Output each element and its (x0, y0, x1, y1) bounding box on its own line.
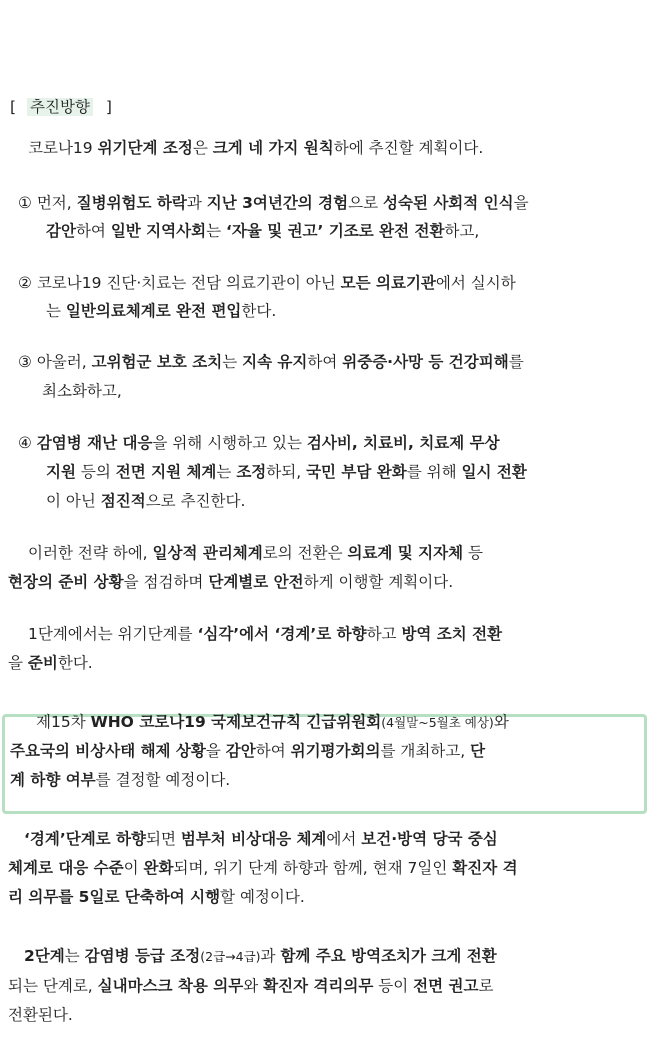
text: 를 (508, 353, 524, 371)
bold-text: 질병위험도 하락 (76, 194, 187, 212)
bold-text: 일시 전환 (461, 463, 527, 481)
text-line (10, 769, 230, 791)
bold-text: ‘자율 및 권고’ 기조로 완전 전환 (225, 222, 445, 240)
text-line (46, 300, 276, 322)
bold-text: 모든 의료기관 (340, 274, 436, 292)
text-line (8, 975, 493, 997)
text: 코로나19 (28, 139, 98, 157)
bold-text: 점진적 (100, 492, 146, 510)
text: 전환된다. (8, 1006, 73, 1024)
bold-text: 실내마스크 착용 의무 (97, 977, 244, 995)
text: 와 (243, 977, 264, 995)
text: 한다. (241, 302, 277, 320)
bold-text: 전면 권고 (413, 977, 479, 995)
text-line (8, 1004, 73, 1026)
text: 이 아닌 (46, 492, 101, 510)
bold-text: 확진자 격 (452, 859, 518, 877)
bold-text: 일반의료체계로 완전 편입 (65, 302, 242, 320)
bold-text: 국민 부담 완화 (306, 463, 407, 481)
text: ① 먼저, (18, 194, 77, 212)
bold-text: 2단계 (24, 947, 65, 965)
text: 에서 (326, 830, 362, 848)
text-line (24, 945, 497, 968)
bold-text: 의료계 및 지자체 (347, 544, 464, 562)
bold-text: 조정 (236, 463, 267, 481)
bold-text: 감염병 재난 대응 (36, 434, 153, 452)
text: 를 결정할 예정이다. (95, 771, 231, 789)
text: 는 (206, 222, 226, 240)
text: 을 (205, 742, 226, 760)
text-line (28, 542, 483, 564)
heading-bracket-close: ] (105, 98, 112, 116)
bold-text: 지원 (46, 463, 76, 481)
text: 할 예정이다. (220, 888, 305, 906)
text: 으로 (348, 194, 383, 212)
bold-text: 완화 (143, 859, 174, 877)
text-line (18, 272, 516, 294)
bold-text: 함께 주요 방역조치가 크게 전환 (280, 947, 497, 965)
text-line (8, 571, 453, 593)
text: 과 (260, 947, 281, 965)
text-line (46, 461, 527, 483)
bold-text: 위기평가회의 (290, 742, 381, 760)
text: 는 (46, 302, 66, 320)
text-line (8, 652, 93, 674)
text-line (28, 137, 483, 159)
text: 하되, (266, 463, 307, 481)
text: 하고, (444, 222, 480, 240)
bold-text: 전면 지원 체계 (115, 463, 217, 481)
bold-text: ‘심각’에서 ‘경계’로 하향 (197, 625, 367, 643)
text-line (10, 740, 485, 762)
bold-text: 방역 조치 전환 (401, 625, 503, 643)
bold-text: 성숙된 사회적 인식 (383, 194, 514, 212)
bold-text: 범부처 비상대응 체계 (180, 830, 327, 848)
text: 하여 (75, 222, 111, 240)
bold-text: 지난 3여년간의 경험 (206, 194, 349, 212)
bold-text: 감안 (46, 222, 76, 240)
bold-text: 일상적 관리체계 (152, 544, 263, 562)
bold-text: ‘경계’단계로 하향 (24, 830, 146, 848)
bold-text: 체계로 대응 수준 (8, 859, 124, 877)
text-line (18, 192, 529, 214)
text: 하게 이행할 계획이다. (303, 573, 454, 591)
text-line (42, 380, 122, 402)
small-text: (4월말~5월초 예상) (381, 715, 494, 730)
bold-text: 위중증·사망 등 건강피해 (342, 353, 509, 371)
bold-text: 위기단계 조정 (97, 139, 193, 157)
text-line (36, 711, 509, 734)
text: ③ 아울러, (18, 353, 92, 371)
bold-text: 단계별로 안전 (208, 573, 304, 591)
text: 을 (8, 654, 28, 672)
text: 로의 전환은 (262, 544, 348, 562)
text: 을 점검하며 (123, 573, 209, 591)
bold-text: 감안 (225, 742, 256, 760)
text: 은 (192, 139, 213, 157)
bold-text: 일반 지역사회 (110, 222, 207, 240)
text: 되면 (145, 830, 181, 848)
text: 로 (478, 977, 494, 995)
text-line (18, 432, 500, 454)
bold-text: WHO 코로나19 국제보건규칙 긴급위원회 (90, 713, 382, 731)
text: 에서 실시하 (435, 274, 516, 292)
text: 등의 (75, 463, 116, 481)
text-line (8, 857, 518, 879)
text: 이 (123, 859, 144, 877)
text: 는 (64, 947, 85, 965)
bold-text: 크게 네 가지 원칙 (212, 139, 334, 157)
bold-text: 검사비, 치료비, 치료제 무상 (306, 434, 500, 452)
text: 와 (493, 713, 509, 731)
text-line (46, 220, 479, 242)
small-text: (2급→4급) (200, 949, 261, 964)
text: 되며, 위기 단계 하향과 함께, 현재 7일인 (173, 859, 453, 877)
text: 으로 추진한다. (145, 492, 246, 510)
text: ④ (18, 434, 37, 452)
bold-text: 보건·방역 당국 중심 (361, 830, 498, 848)
text: 하고 (366, 625, 402, 643)
text: 을 위해 시행하고 있는 (152, 434, 307, 452)
text-line (28, 623, 502, 645)
text: 등 (463, 544, 483, 562)
text: 과 (186, 194, 207, 212)
text: 최소화하고, (42, 382, 122, 400)
heading-label: 추진방향 (27, 98, 93, 116)
bold-text: 단 (470, 742, 486, 760)
text: 되는 단계로, (8, 977, 98, 995)
heading-bracket-open: [ (10, 98, 17, 116)
text: 1단계에서는 위기단계를 (28, 625, 198, 643)
text: ② 코로나19 진단·치료는 전담 의료기관이 아닌 (18, 274, 341, 292)
text: 를 위해 (406, 463, 462, 481)
text: 를 개최하고, (380, 742, 471, 760)
text: 등이 (373, 977, 414, 995)
text: 한다. (57, 654, 93, 672)
text: 하에 추진할 계획이다. (333, 139, 484, 157)
bold-text: 현장의 준비 상황 (8, 573, 124, 591)
bold-text: 계 하향 여부 (10, 771, 96, 789)
bold-text: 감염병 등급 조정 (84, 947, 201, 965)
text: 하여 (307, 353, 343, 371)
text: 을 (513, 194, 529, 212)
text-line (18, 351, 524, 373)
text: 는 (216, 463, 237, 481)
bold-text: 리 의무를 5일로 단축하여 시행 (8, 888, 221, 906)
bold-text: 지속 유지 (242, 353, 308, 371)
text-line (46, 490, 245, 512)
text: 는 (222, 353, 243, 371)
text: 이러한 전략 하에, (28, 544, 153, 562)
text: 제15차 (36, 713, 91, 731)
text-line (24, 828, 498, 850)
bold-text: 주요국의 비상사태 해제 상황 (10, 742, 206, 760)
bold-text: 준비 (27, 654, 58, 672)
bold-text: 고위험군 보호 조치 (91, 353, 223, 371)
section-heading (10, 96, 112, 118)
text: 하여 (255, 742, 291, 760)
bold-text: 확진자 격리의무 (263, 977, 374, 995)
text-line (8, 886, 305, 908)
